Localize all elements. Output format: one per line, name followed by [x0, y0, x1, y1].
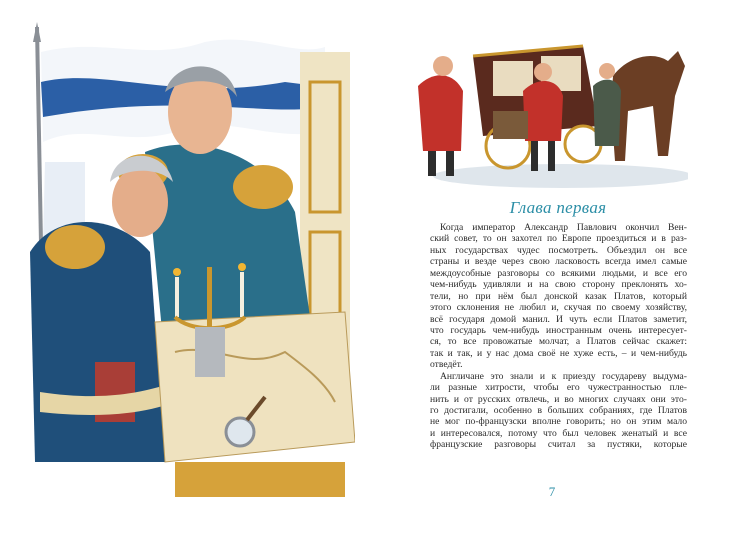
- text-line: чем-нибудь удивляли и на свою сторону преклонять хо-: [430, 279, 687, 291]
- text-line: междоусобные разговоры со всякими людьми, и все его: [430, 267, 687, 279]
- text-line: тели, но при нём был донской казак Платов, который: [430, 290, 687, 302]
- text-line: так и так, и у нас дома своё не хуже есть, – и чем-нибудь: [430, 347, 687, 359]
- text-line: ных государствах чудес посмотреть. Объездил он все: [430, 244, 687, 256]
- illustration-carriage-and-footmen: [413, 36, 688, 191]
- text-line: Когда император Александр Павлович окончил Вен-: [440, 222, 687, 233]
- page-number: 7: [548, 484, 556, 499]
- text-line: французские разговоры считал за пустяки, которые: [430, 439, 687, 451]
- text-line: го достигали, особенно в больших собраниях, где Платов: [430, 405, 687, 416]
- text-line: что государь чем-нибудь иностранным очень интересует-: [430, 324, 687, 336]
- text-line: ли разные хитрости, чтобы его чужестранностью пле-: [430, 382, 687, 394]
- text-line: ся, то все провожатые молчат, а Платов сейчас скажет:: [430, 336, 687, 348]
- text-line: и интересовался, потому что был человек женатый и все: [430, 427, 687, 439]
- text-line: страны и везде через свою ласковость всегда имел самые: [430, 256, 687, 268]
- chapter-title: Глава первая: [509, 198, 607, 217]
- text-line: нить и от русских отвлечь, и во многих случаях они это-: [430, 393, 687, 405]
- illustration-officers-with-map: [25, 22, 355, 502]
- chapter-body-text: [430, 222, 687, 451]
- text-line: ский совет, то он захотел по Европе проездиться и в раз-: [430, 233, 687, 245]
- text-line: отведёт.: [430, 359, 463, 371]
- text-line: этого склонения не любил и, скучая по своему хозяйству,: [430, 302, 687, 314]
- text-line: всё государя домой манил. И чуть если Платов заметит,: [430, 313, 687, 325]
- text-line: Англичане это знали и к приезду государеву выдума-: [440, 370, 687, 382]
- text-line: не мог по-французски вполне говорить; но он этим мало: [430, 416, 687, 428]
